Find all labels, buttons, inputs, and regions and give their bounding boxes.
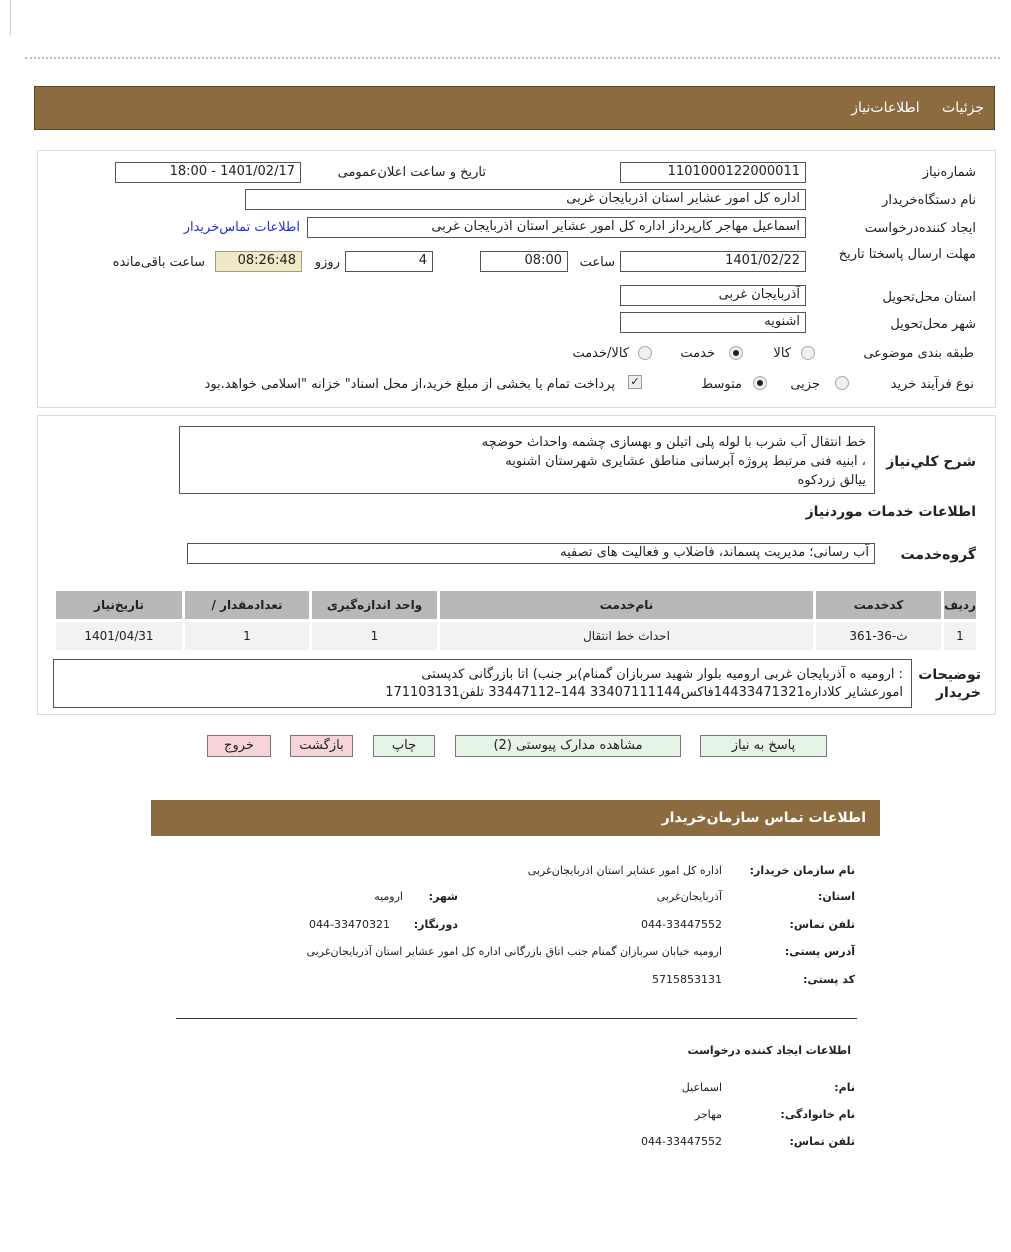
- cell-code: ث-36-361: [816, 622, 941, 650]
- notes-label: توضیحات خریدار: [918, 667, 981, 701]
- back-button[interactable]: بازگشت: [290, 735, 353, 757]
- table-header-row: [56, 591, 976, 619]
- phone-label: تلفن تماس:: [789, 918, 855, 931]
- postal-label: کد پستی:: [803, 973, 855, 986]
- divider: [25, 57, 1000, 59]
- name-label: نام:: [834, 1081, 855, 1094]
- org-label: نام سازمان خریدار:: [749, 864, 855, 877]
- cell-date: 1401/04/31: [56, 622, 182, 650]
- deadline-time-field: 08:00: [480, 251, 568, 272]
- category-label: طبقه بندی موضوعی: [863, 346, 974, 361]
- announce-field: 1401/02/17 - 18:00: [115, 162, 301, 183]
- deadline-label: مهلت ارسال پاسختا تاریخ: [838, 247, 976, 262]
- divider: [176, 1018, 857, 1019]
- buyer-label: نام دستگاه‌خریدار: [882, 193, 976, 208]
- description-line: ییالق زردکوه: [797, 473, 866, 488]
- fax-label: دورنگار:: [413, 918, 458, 931]
- fax-value: 044-33470321: [309, 918, 390, 931]
- cell-qty: 1: [185, 622, 309, 650]
- col-date: تاریخ‌نیاز: [56, 591, 182, 619]
- creator-label: ایجاد کننده‌درخواست: [864, 221, 976, 236]
- notes-line: : ارومیه ه آذربایجان غربی ارومیه بلوار شهید سربازان گمنام)بر جنب) اتا بازرگانی کدپستی: [421, 667, 903, 682]
- family-value: مهاجر: [694, 1108, 722, 1121]
- process-medium-radio[interactable]: [753, 376, 767, 390]
- buyer-contact-link[interactable]: اطلاعات تماس‌خریدار: [183, 220, 300, 235]
- col-qty: تعدادمقدار /: [185, 591, 309, 619]
- reply-button[interactable]: پاسخ به نیاز: [700, 735, 827, 757]
- address-value: ارومیه خیابان سربازان گمنام جنب اتاق بازرگانی اداره کل امور عشایر استان آذربایجان‌غربی: [306, 945, 722, 958]
- category-service-radio[interactable]: [729, 346, 743, 360]
- days-field: 4: [345, 251, 433, 272]
- buyer-field: اداره کل امور عشایر استان اذربایجان غربی: [245, 189, 806, 210]
- attachments-button[interactable]: مشاهده مدارک پیوستی (2): [455, 735, 681, 757]
- payment-note: پرداخت تمام یا بخشی از مبلغ خرید،از محل اسناد" خزانه "اسلامی خواهد.بود: [204, 377, 615, 392]
- group-field: آب رسانی؛ مدیریت پسماند، فاضلاب و فعالیت های تصفیه: [187, 543, 875, 564]
- notes-box: [53, 659, 912, 708]
- remaining-time-field: 08:26:48: [215, 251, 302, 272]
- family-label: نام خانوادگی:: [780, 1108, 855, 1121]
- postal-value: 5715853131: [652, 973, 722, 986]
- phone-value: 044-33447552: [641, 918, 722, 931]
- name-value: اسماعیل: [681, 1081, 722, 1094]
- process-minor-label: جزیی: [790, 377, 820, 392]
- exit-button[interactable]: خروج: [207, 735, 271, 757]
- announce-label: تاریخ و ساعت اعلان‌عمومی: [337, 165, 486, 180]
- services-table: [53, 588, 979, 653]
- deadline-date-field: 1401/02/22: [620, 251, 806, 272]
- description-label: شرح کلي‌نیاز: [886, 454, 976, 470]
- creator-phone-label: تلفن تماس:: [789, 1135, 855, 1148]
- page-header: [34, 86, 995, 130]
- contact-header: اطلاعات تماس سازمان‌خریدار: [151, 800, 880, 836]
- creator-field: اسماعیل مهاجر کارپرداز اداره کل امور عشایر استان اذربایجان غربی: [307, 217, 806, 238]
- creator-info-title: اطلاعات ایجاد کننده درخواست: [687, 1044, 851, 1057]
- city-value: ارومیه: [374, 890, 403, 903]
- col-unit: واحد اندازه‌گیری: [312, 591, 437, 619]
- table-row: [56, 622, 976, 650]
- city-label: شهر:: [428, 890, 458, 903]
- process-medium-label: متوسط: [701, 377, 742, 392]
- category-goods-radio[interactable]: [801, 346, 815, 360]
- category-service-label: خدمت: [680, 346, 715, 361]
- city-field: اشنویه: [620, 312, 806, 333]
- remaining-label: ساعت باقی‌مانده: [112, 255, 205, 270]
- province-field: آذربایجان غربی: [620, 285, 806, 306]
- notes-line: امورعشایر کلاداره14433471321فاکس33407111144 144–33447112 تلفن171103131: [385, 685, 903, 700]
- days-label: روزو: [314, 255, 340, 270]
- province-label: استان:: [818, 890, 855, 903]
- need-number-label: شماره‌نیاز: [922, 165, 976, 180]
- org-value: اداره کل امور عشایر استان اذربایجان‌غربی: [527, 864, 722, 877]
- print-button[interactable]: چاپ: [373, 735, 435, 757]
- description-line: خط انتقال آب شرب با لوله پلی اتیلن و بهسازی چشمه واحداث حوضچه: [481, 435, 866, 450]
- description-box: [179, 426, 875, 494]
- payment-checkbox[interactable]: ✓: [628, 375, 642, 389]
- process-minor-radio[interactable]: [835, 376, 849, 390]
- tab-details[interactable]: جزئیات: [942, 100, 984, 116]
- cell-row: 1: [944, 622, 976, 650]
- city-label: شهر محل‌تحویل: [890, 317, 976, 332]
- need-number-field: 1101000122000011: [620, 162, 806, 183]
- group-label: گروه‌خدمت: [900, 547, 976, 563]
- col-name: نام‌خدمت: [440, 591, 813, 619]
- category-goods-label: کالا: [773, 346, 791, 361]
- col-row: ردیف: [944, 591, 976, 619]
- services-title: اطلاعات خدمات موردنیاز: [805, 504, 976, 520]
- cell-unit: 1: [312, 622, 437, 650]
- province-label: استان محل‌تحویل: [882, 290, 976, 305]
- creator-phone-value: 044-33447552: [641, 1135, 722, 1148]
- province-value: آذربایجان‌غربی: [656, 890, 722, 903]
- time-label: ساعت: [579, 255, 615, 270]
- col-code: کدخدمت: [816, 591, 941, 619]
- description-line: ، ابنیه فنی مرتبط پروژه آبرسانی مناطق عشایری شهرستان اشنویه: [505, 454, 866, 469]
- category-both-label: کالا/خدمت: [572, 346, 629, 361]
- address-label: آدرس پستی:: [784, 945, 855, 958]
- divider: [10, 0, 11, 35]
- category-both-radio[interactable]: [638, 346, 652, 360]
- tab-need-info[interactable]: اطلاعات‌نیاز: [851, 100, 920, 116]
- cell-name: احداث خط انتقال: [440, 622, 813, 650]
- process-label: نوع فرآیند خرید: [890, 377, 974, 392]
